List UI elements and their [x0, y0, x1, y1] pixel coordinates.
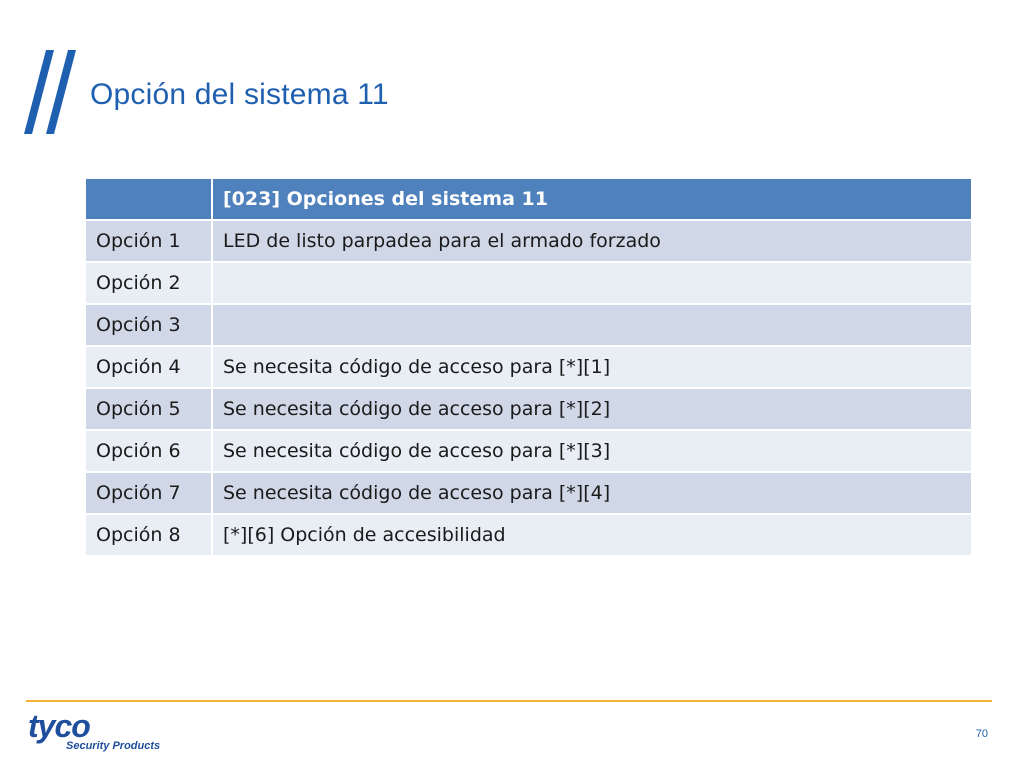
option-label-cell: Opción 7 [86, 472, 212, 514]
options-table-container [86, 179, 972, 557]
option-description-cell: Se necesita código de acceso para [*][1] [212, 346, 972, 388]
option-description-cell: Se necesita código de acceso para [*][4] [212, 472, 972, 514]
option-description-cell: LED de listo parpadea para el armado forzado [212, 220, 972, 262]
table-row [86, 262, 972, 304]
table-row [86, 430, 972, 472]
footer-divider [26, 700, 992, 702]
table-row [86, 472, 972, 514]
option-label-cell: Opción 5 [86, 388, 212, 430]
option-label-cell: Opción 8 [86, 514, 212, 556]
table-row [86, 388, 972, 430]
option-description-cell [212, 304, 972, 346]
table-row [86, 514, 972, 556]
option-label-cell: Opción 6 [86, 430, 212, 472]
table-row [86, 220, 972, 262]
header-cell-option [86, 179, 212, 220]
option-label-cell: Opción 2 [86, 262, 212, 304]
option-description-cell [212, 262, 972, 304]
page-number: 70 [975, 728, 988, 740]
option-label-cell: Opción 3 [86, 304, 212, 346]
logo-subtitle: Security Products [66, 740, 161, 752]
option-label-cell: Opción 1 [86, 220, 212, 262]
tyco-logo [28, 708, 188, 758]
option-label-cell: Opción 4 [86, 346, 212, 388]
slide-title: Opción del sistema 11 [90, 78, 389, 111]
table-row [86, 346, 972, 388]
logo-wordmark: tyco [28, 708, 90, 744]
double-slash-icon [22, 50, 82, 134]
option-description-cell: Se necesita código de acceso para [*][3] [212, 430, 972, 472]
option-description-cell: Se necesita código de acceso para [*][2] [212, 388, 972, 430]
option-description-cell: [*][6] Opción de accesibilidad [212, 514, 972, 556]
table-row [86, 304, 972, 346]
options-table [86, 179, 973, 557]
table-header-row [86, 179, 972, 220]
header-cell-description: [023] Opciones del sistema 11 [212, 179, 972, 220]
